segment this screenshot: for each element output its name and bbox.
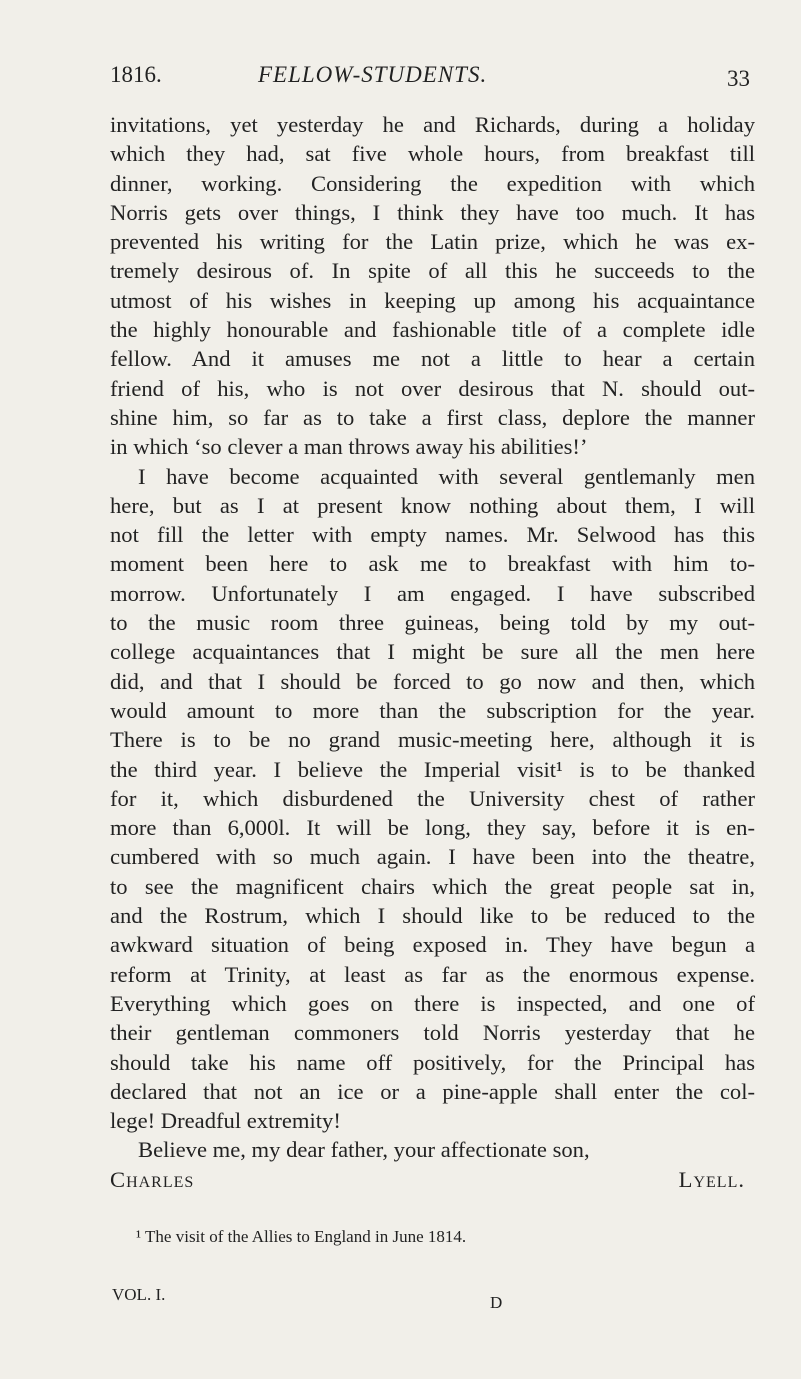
text-line: moment been here to ask me to breakfast with him to-	[110, 551, 755, 577]
text-line: college acquaintances that I might be sure all the men here	[110, 639, 755, 665]
running-header	[110, 62, 750, 92]
text-line: friend of his, who is not over desirous that N. should out-	[110, 375, 755, 401]
text-line: here, but as I at present know nothing about them, I will	[110, 492, 755, 518]
text-line: the highly honourable and fashionable title of a complete idle	[110, 317, 755, 343]
text-line: invitations, yet yesterday he and Richards, during a holiday	[110, 112, 755, 137]
text-line: reform at Trinity, at least as far as the enormous expense.	[110, 961, 755, 987]
text-line: to the music room three guineas, being told by my out-	[110, 610, 755, 636]
text-line: awkward situation of being exposed in. They have begun a	[110, 932, 755, 958]
closing-line: Believe me, my dear father, your affectionate son,	[138, 1137, 590, 1163]
text-line: utmost of his wishes in keeping up among his acquaintance	[110, 287, 755, 313]
text-line: lege! Dreadful extremity!	[110, 1108, 341, 1134]
signature-mark: D	[490, 1293, 503, 1312]
text-line: did, and that I should be forced to go now and then, which	[110, 668, 755, 694]
text-line: prevented his writing for the Latin prize, which he was ex-	[110, 229, 755, 255]
header-year: 1816.	[110, 62, 162, 87]
text-line: more than 6,000l. It will be long, they say, before it is en-	[110, 815, 755, 841]
page-number: 33	[727, 66, 750, 91]
text-line: tremely desirous of. In spite of all this he succeeds to the	[110, 258, 755, 284]
text-line: and the Rostrum, which I should like to be reduced to the	[110, 903, 755, 929]
text-line: not fill the letter with empty names. Mr. Selwood has this	[110, 522, 755, 548]
text-line: There is to be no grand music-meeting here, although it is	[110, 727, 755, 753]
text-line: cumbered with so much again. I have been into the theatre,	[110, 844, 755, 870]
text-line: should take his name off positively, for the Principal has	[110, 1049, 755, 1075]
header-title: FELLOW-STUDENTS.	[258, 62, 488, 87]
text-line: dinner, working. Considering the expedition with which	[110, 170, 755, 196]
text-line: for it, which disburdened the University chest of rather	[110, 785, 755, 811]
text-line: Everything which goes on there is inspected, and one of	[110, 990, 755, 1016]
text-line: their gentleman commoners told Norris yesterday that he	[110, 1020, 755, 1046]
text-line: Norris gets over things, I think they have too much. It has	[110, 199, 755, 225]
text-line: declared that not an ice or a pine-apple shall enter the col-	[110, 1078, 755, 1104]
text-line: fellow. And it amuses me not a little to hear a certain	[110, 346, 755, 372]
signature: Charles Lyell.	[110, 1166, 745, 1192]
text-line: I have become acquainted with several gentlemanly men	[138, 463, 755, 489]
volume-label: VOL. I.	[112, 1285, 166, 1304]
text-line: in which ‘so clever a man throws away his abilities!’	[110, 434, 588, 460]
body-text	[110, 110, 755, 1194]
text-line: the third year. I believe the Imperial visit¹ is to be thanked	[110, 756, 755, 782]
text-line: which they had, sat five whole hours, from breakfast till	[110, 141, 755, 167]
text-line: would amount to more than the subscription for the year.	[110, 697, 755, 723]
text-line: to see the magnificent chairs which the great people sat in,	[110, 873, 755, 899]
text-line: morrow. Unfortunately I am engaged. I have subscribed	[110, 580, 755, 606]
footnote: ¹ The visit of the Allies to England in June 1814.	[136, 1227, 467, 1246]
text-line: shine him, so far as to take a first class, deplore the manner	[110, 404, 755, 430]
